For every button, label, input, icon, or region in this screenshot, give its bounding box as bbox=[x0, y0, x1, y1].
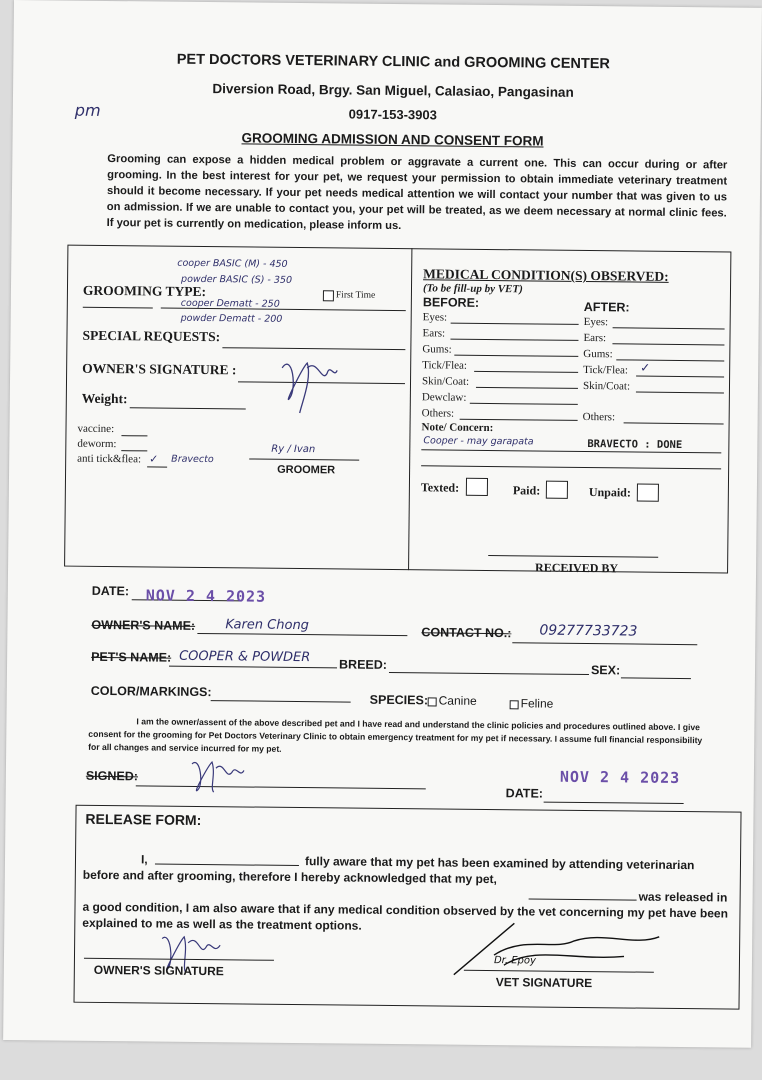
contact-value: 09277733723 bbox=[539, 622, 638, 640]
owner-signature-label: OWNER'S SIGNATURE : bbox=[82, 360, 237, 378]
signed-signature bbox=[186, 754, 246, 795]
date2-stamp: NOV 2 4 2023 bbox=[559, 767, 681, 788]
note-stamp: BRAVECTO : DONE bbox=[587, 438, 683, 452]
after-tickflea-check: ✓ bbox=[640, 360, 651, 375]
special-requests-label: SPECIAL REQUESTS: bbox=[82, 327, 221, 345]
after-tickflea-label: Tick/Flea: bbox=[583, 363, 629, 377]
unpaid-label: Unpaid: bbox=[588, 485, 631, 500]
color-label: COLOR/MARKINGS: bbox=[90, 683, 212, 700]
anti-tick-label: anti tick&flea: bbox=[77, 452, 142, 466]
pet-name-value: COOPER & POWDER bbox=[179, 648, 311, 666]
before-label: BEFORE: bbox=[422, 295, 480, 310]
release-text-3: was released in a good condition, I am also aware that if any medical condition observed by the vet concerning my pet have been explained to me as well as the treatment options. bbox=[82, 889, 729, 933]
release-text-i: I, bbox=[140, 852, 148, 867]
feline-checkbox[interactable] bbox=[510, 700, 519, 709]
groomer-name: Ry / Ivan bbox=[271, 443, 316, 456]
date-stamp: NOV 2 4 2023 bbox=[145, 586, 267, 606]
date-label: DATE: bbox=[91, 583, 130, 599]
canine-checkbox[interactable] bbox=[428, 697, 437, 706]
unpaid-checkbox[interactable] bbox=[637, 484, 659, 502]
medical-title: MEDICAL CONDITION(S) OBSERVED: bbox=[423, 266, 669, 284]
form-title: GROOMING ADMISSION AND CONSENT FORM bbox=[241, 130, 544, 149]
date2-label: DATE: bbox=[505, 786, 544, 801]
medical-subtitle: (To be fill-up by VET) bbox=[422, 282, 523, 296]
grooming-entry-4: powder Dematt - 200 bbox=[180, 312, 283, 325]
pet-name-field[interactable] bbox=[169, 666, 337, 669]
consent-text: I am the owner/assent of the above described pet and I have read and understand the clinic policies and procedures outlined above. I give consent for the grooming for Pet Doctors Veterinary Clinic to obtain emergency treatment for my pet if necessary. I assume full financial responsibility for all changes and service incurred for my pet. bbox=[88, 716, 703, 754]
texted-label: Texted: bbox=[420, 480, 460, 495]
clinic-phone: 0917-153-3903 bbox=[348, 106, 437, 123]
grooming-type-label: GROOMING TYPE: bbox=[82, 282, 207, 300]
sex-label: SEX: bbox=[590, 663, 621, 678]
date2-field[interactable] bbox=[544, 802, 684, 804]
before-skincoat-label: Skin/Coat: bbox=[421, 375, 470, 388]
color-field[interactable] bbox=[211, 700, 351, 702]
before-tickflea-label: Tick/Flea: bbox=[422, 359, 468, 372]
vaccine-label: vaccine: bbox=[77, 422, 115, 436]
first-time-checkbox[interactable] bbox=[323, 290, 334, 301]
species-label: SPECIES: bbox=[369, 692, 429, 708]
before-dewclaw-label: Dewclaw: bbox=[421, 391, 467, 404]
release-vet-sig-label: VET SIGNATURE bbox=[495, 975, 593, 991]
after-eyes-label: Eyes: bbox=[583, 315, 609, 329]
after-others-label: Others: bbox=[582, 410, 616, 424]
intro-paragraph: Grooming can expose a hidden medical problem or aggravate a current one. This can occur during or after grooming. In the best interest for your pet, we request your permission to obtain immediate veterinary treatment should it become necessary. If your pet needs medical attention we will contact your number that was given to us on admission. If we are unable to contact you, your pet will be treated, as we deem necessary at normal clinic fees. If your pet is currently on medication, please inform us. bbox=[106, 152, 728, 233]
anti-tick-check: ✓ bbox=[149, 452, 159, 466]
contact-field[interactable] bbox=[512, 642, 697, 645]
contact-label: CONTACT NO.: bbox=[421, 625, 512, 641]
breed-label: BREED: bbox=[338, 657, 388, 672]
pet-name-label: PET'S NAME: bbox=[91, 649, 172, 665]
release-owner-sig-label: OWNER'S SIGNATURE bbox=[93, 962, 224, 979]
note-label: Note/ Concern: bbox=[421, 421, 494, 435]
groomer-label: GROOMER bbox=[277, 463, 336, 477]
after-gums-label: Gums: bbox=[583, 347, 613, 361]
weight-label: Weight: bbox=[81, 390, 128, 407]
signed-label: SIGNED: bbox=[85, 768, 139, 784]
form-sheet bbox=[3, 0, 762, 1048]
paid-checkbox[interactable] bbox=[546, 481, 568, 499]
anti-tick-value: Bravecto bbox=[171, 453, 214, 466]
received-by-label: RECEIVED BY bbox=[535, 560, 619, 576]
release-title: RELEASE FORM: bbox=[85, 810, 202, 829]
feline-label: Feline bbox=[520, 696, 554, 711]
texted-checkbox[interactable] bbox=[466, 478, 488, 496]
breed-field[interactable] bbox=[389, 672, 589, 675]
before-gums-label: Gums: bbox=[422, 343, 452, 356]
sex-field[interactable] bbox=[621, 677, 691, 679]
after-ears-label: Ears: bbox=[583, 331, 607, 345]
grooming-entry-1: cooper BASIC (M) - 450 bbox=[177, 257, 288, 270]
deworm-label: deworm: bbox=[77, 437, 117, 451]
owner-name-value: Karen Chong bbox=[225, 617, 310, 634]
owner-name-field[interactable] bbox=[197, 633, 407, 636]
first-time-label: First Time bbox=[335, 290, 376, 301]
grooming-entry-2: powder BASIC (S) - 350 bbox=[181, 273, 293, 286]
after-skincoat-label: Skin/Coat: bbox=[582, 379, 631, 393]
grooming-entry-3: cooper Dematt - 250 bbox=[180, 297, 280, 310]
owner-signature-scribble bbox=[272, 348, 343, 419]
owner-name-label: OWNER'S NAME: bbox=[91, 617, 196, 633]
signed-field[interactable] bbox=[136, 785, 426, 789]
clinic-address: Diversion Road, Brgy. San Miguel, Calasiao, Pangasinan bbox=[212, 81, 574, 100]
clinic-name: PET DOCTORS VETERINARY CLINIC and GROOMING CENTER bbox=[176, 51, 611, 73]
before-others-label: Others: bbox=[421, 407, 455, 420]
after-label: AFTER: bbox=[583, 299, 630, 315]
before-ears-label: Ears: bbox=[422, 327, 446, 340]
note-value: Cooper - may garapata bbox=[423, 435, 534, 448]
canine-label: Canine bbox=[438, 693, 477, 708]
release-text-2: fully aware that my pet has been examined by attending veterinarian before and after grooming, therefore I hereby acknowledged that my pet, bbox=[82, 854, 695, 887]
before-eyes-label: Eyes: bbox=[422, 311, 448, 324]
anti-tick-field[interactable] bbox=[147, 466, 167, 467]
paid-label: Paid: bbox=[512, 483, 541, 498]
vet-name: Dr. Epoy bbox=[493, 955, 536, 967]
corner-note: pm bbox=[74, 100, 101, 120]
